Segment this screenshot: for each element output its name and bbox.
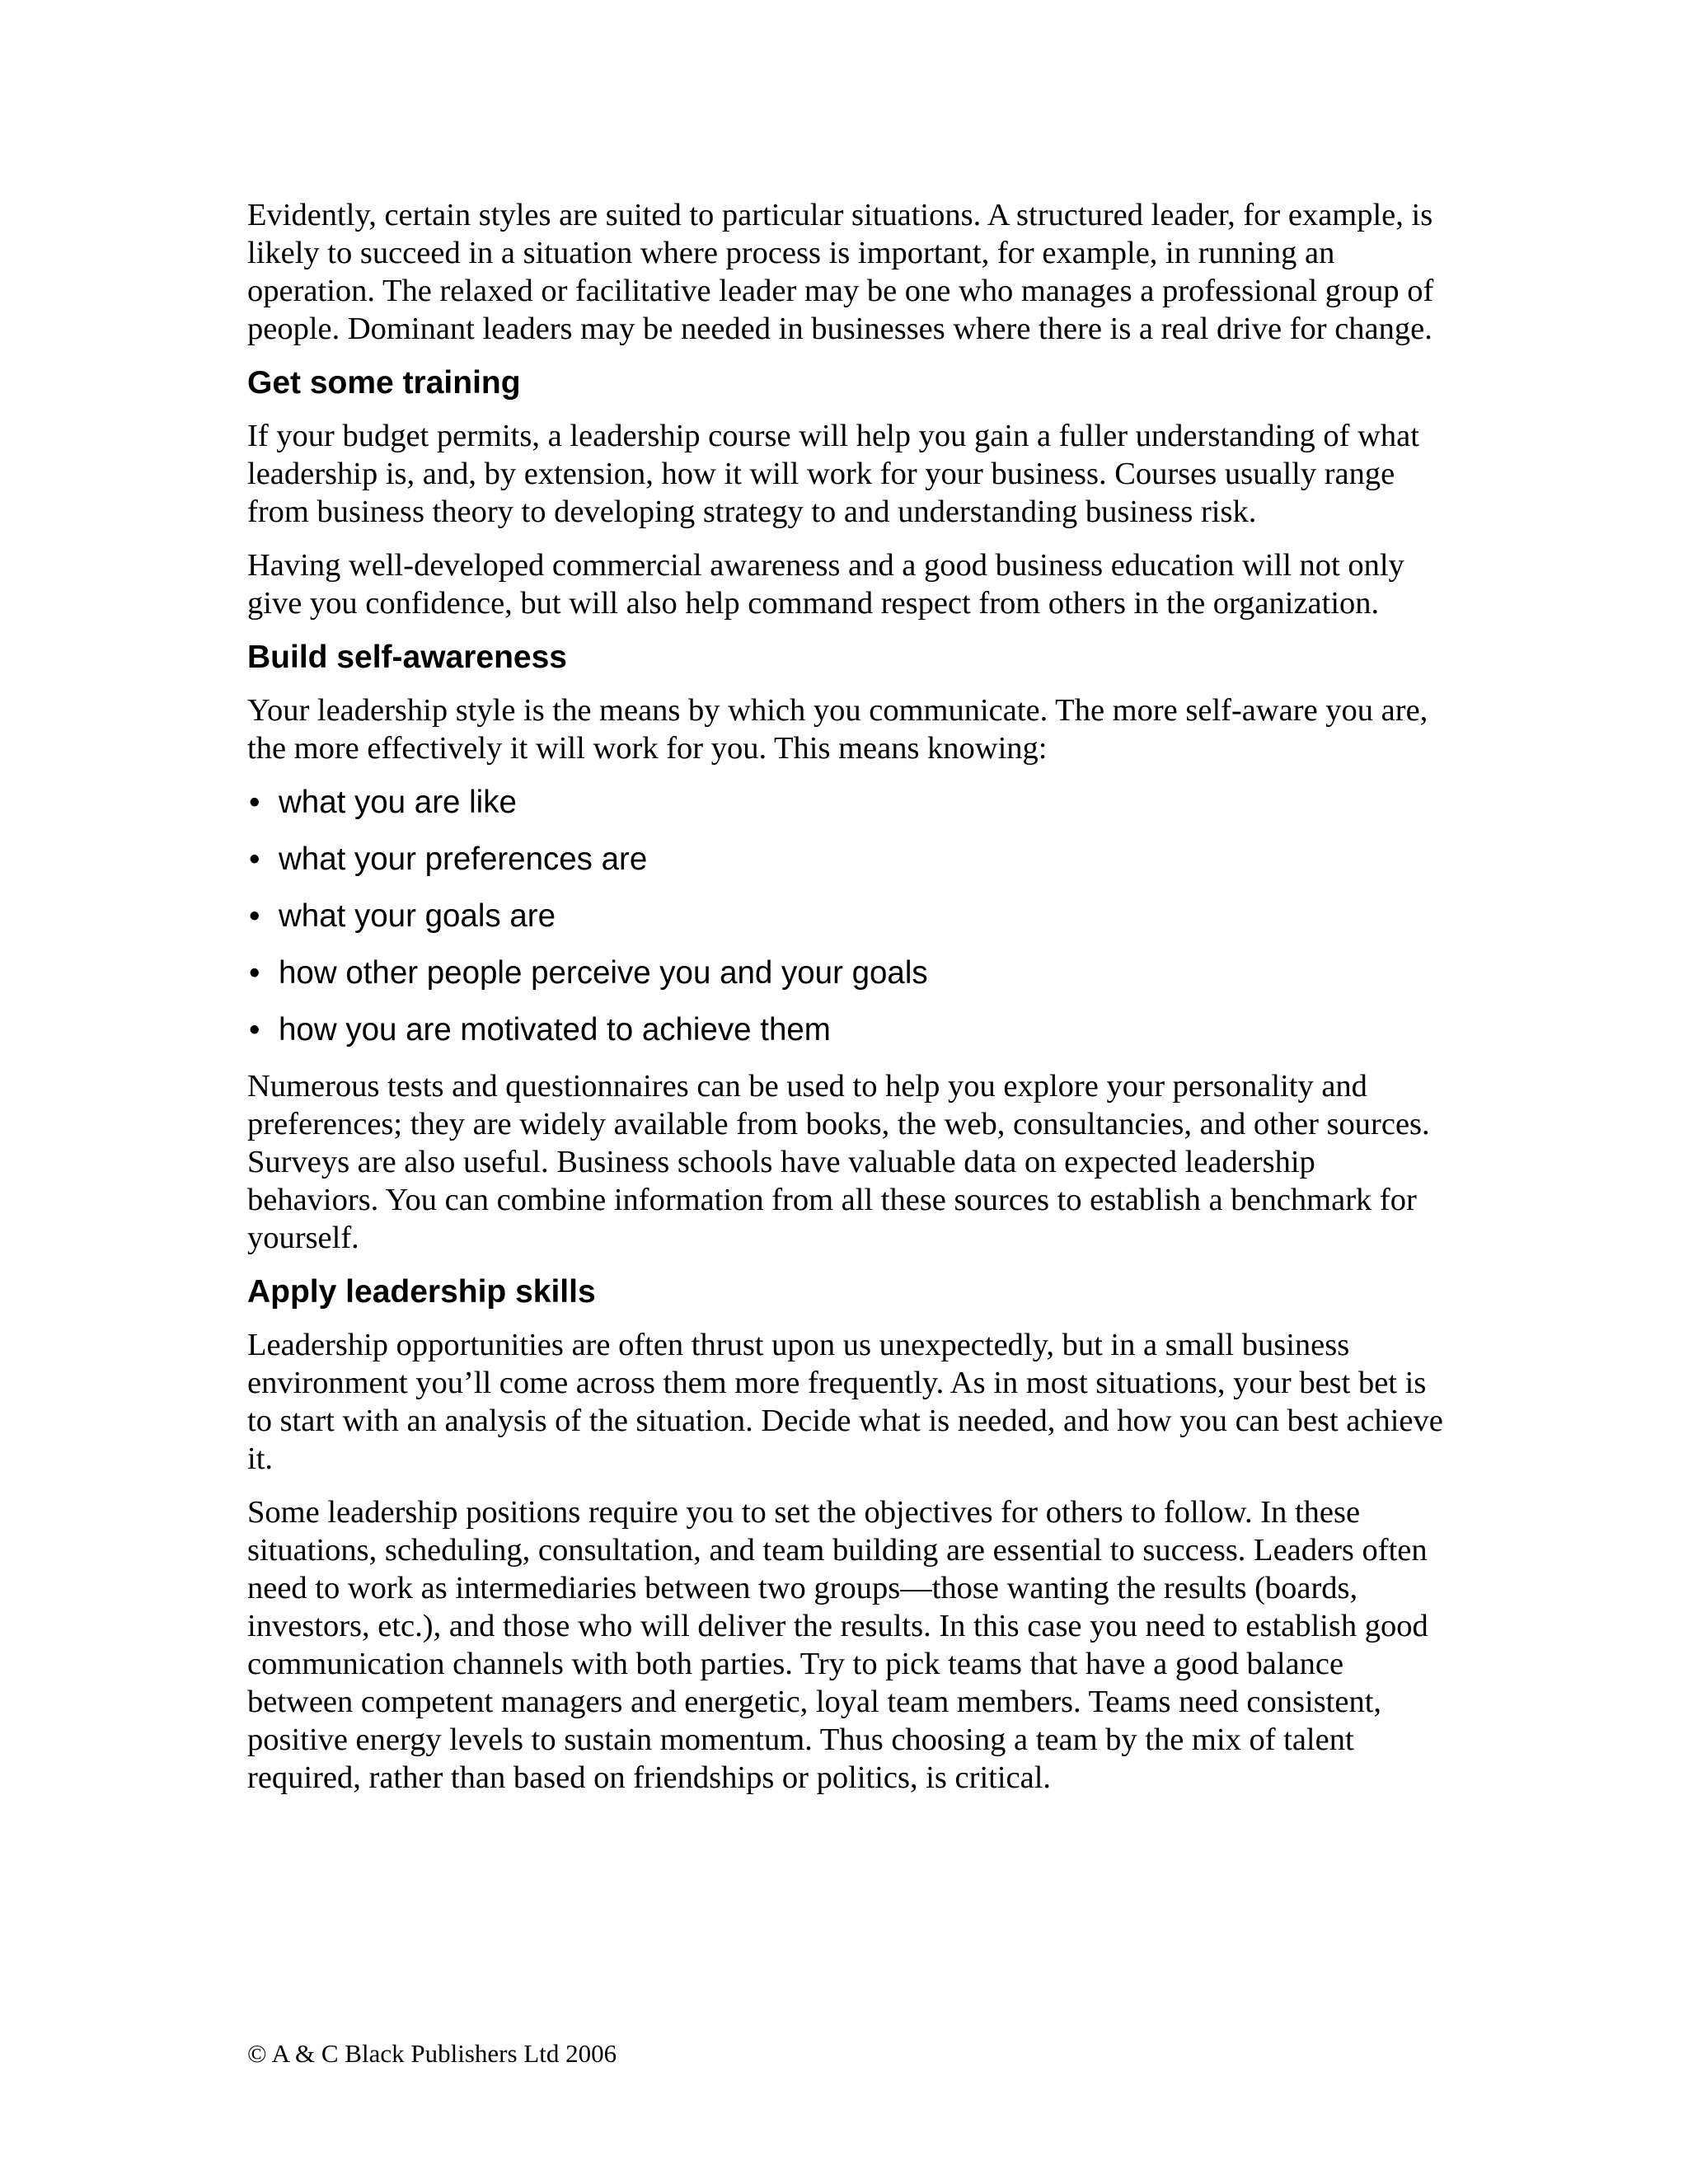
- list-item: [247, 1010, 1451, 1050]
- apply-paragraph-1: Leadership opportunities are often thrust upon us unexpectedly, but in a small business environment you’ll come across them more frequently. As in most situations, your best bet is to start with an analysis of the situation. Decide what is needed, and how you can best achieve it.: [247, 1328, 1443, 1476]
- heading-get-some-training: Get some training: [247, 365, 521, 401]
- list-item-text: what your goals are: [279, 898, 556, 934]
- list-item-text: what your preferences are: [279, 841, 648, 877]
- awareness-outro-paragraph: Numerous tests and questionnaires can be used to help you explore your personality and preferences; they are widely available from books, the web, consultancies, and other sources. Surveys are also useful. Business schools have valuable data on expected leadership behaviors. You can combine information from all these sources to establish a benchmark for yourself.: [247, 1069, 1430, 1255]
- bullet-glyph: •: [249, 785, 260, 820]
- training-paragraph-2: Having well-developed commercial awareness and a good business education will not only give you confidence, but will also help command respect from others in the organization.: [247, 548, 1404, 621]
- heading-build-self-awareness: Build self-awareness: [247, 640, 567, 675]
- list-item: [247, 954, 1451, 993]
- list-item: [247, 897, 1451, 936]
- bullet-glyph: •: [249, 1012, 260, 1047]
- bullet-glyph: •: [249, 841, 260, 877]
- list-item: [247, 783, 1451, 823]
- bullet-glyph: •: [249, 955, 260, 991]
- training-paragraph-1: If your budget permits, a leadership course will help you gain a fuller understanding of what leadership is, and, by extension, how it will work for your business. Courses usually range from business theory to developing strategy to and understanding business risk.: [247, 419, 1419, 529]
- apply-paragraph-2: Some leadership positions require you to set the objectives for others to follow. In these situations, scheduling, consultation, and team building are essential to success. Leaders often need to work as intermediaries between two groups—those wanting the results (boards, investors, etc.), and those who will deliver the results. In this case you need to establish good communication channels with both parties. Try to pick teams that have a good balance between competent managers and energetic, loyal team members. Teams need consistent, positive energy levels to sustain momentum. Thus choosing a team by the mix of talent required, rather than based on friendships or politics, is critical.: [247, 1495, 1428, 1795]
- heading-apply-leadership-skills: Apply leadership skills: [247, 1274, 596, 1310]
- awareness-bullet-list: [247, 783, 1451, 1050]
- copyright-footer: © A & C Black Publishers Ltd 2006: [247, 2039, 617, 2068]
- page-content: [247, 196, 1451, 1812]
- list-item: [247, 840, 1451, 879]
- awareness-intro-paragraph: Your leadership style is the means by which you communicate. The more self-aware you are, the more effectively it will work for you. This means knowing:: [247, 693, 1428, 766]
- list-item-text: what you are like: [279, 785, 517, 820]
- intro-paragraph: Evidently, certain styles are suited to particular situations. A structured leader, for example, is likely to succeed in a situation where process is important, for example, in running an operation. The relaxed or facilitative leader may be one who manages a professional group of people. Dominant leaders may be needed in businesses where there is a real drive for change.: [247, 198, 1434, 346]
- bullet-glyph: •: [249, 898, 260, 934]
- list-item-text: how you are motivated to achieve them: [279, 1012, 831, 1047]
- list-item-text: how other people perceive you and your goals: [279, 955, 928, 991]
